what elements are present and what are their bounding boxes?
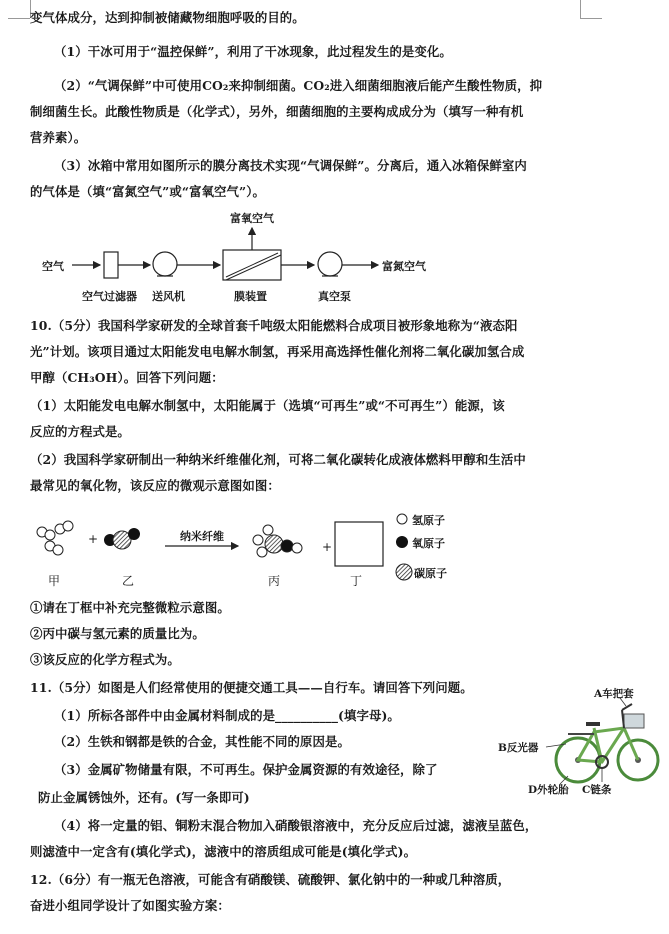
text-line: ②丙中碳与氢元素的质量比为。 [30,626,205,641]
molecule-h2-group [37,521,73,555]
text-line: 10.（5分）我国科学家研发的全球首套千吨级太阳能燃料合成项目被形象地称为“液态阳 [30,318,518,333]
blower-icon [153,252,177,276]
label-yi: 乙 [122,574,135,588]
legend-c-icon [396,564,412,580]
bike-label-b: B反光器 [498,742,539,754]
membrane-label: 膜装置 [234,290,267,303]
text-line: （3）冰箱中常用如图所示的膜分离技术实现“气调保鲜”。分离后，通入冰箱保鲜室内 [54,158,527,173]
ding-box [335,522,383,566]
legend-o-icon [396,536,408,548]
text-line: （1）太阳能发电电解水制氢中，太阳能属于（选填“可再生”或“不可再生”）能源，该 [30,398,505,413]
text-line: 光”计划。该项目通过太阳能发电电解水制氢，再采用高选择性催化剂将二氧化碳加氢合成 [30,344,525,359]
bicycle-figure [498,684,664,794]
filter-label: 空气过滤器 [82,290,137,303]
reaction-diagram [30,502,480,594]
text-line: 12.（6分）有一瓶无色溶液，可能含有硝酸镁、硫酸钾、氯化钠中的一种或几种溶质， [30,872,511,887]
handlebar [622,704,632,710]
legend-h-label: 氢原子 [412,514,445,527]
plus-sign: + [88,532,99,546]
catalyst-label: 纳米纤维 [180,530,224,543]
legend-h-icon [397,514,407,524]
text-line: （3）金属矿物储量有限，不可再生。保护金属资源的有效途径，除了 [54,762,438,777]
text-line: （4）将一定量的铝、铜粉末混合物加入硝酸银溶液中，充分反应后过滤，滤液呈蓝色， [54,818,538,833]
label-jia: 甲 [48,574,61,588]
nitrogen-rich-label: 富氮空气 [382,260,426,273]
text-line: 甲醇（CH₃OH）。回答下列问题： [30,370,224,385]
bike-label-c: C链条 [582,784,612,796]
text-line: 最常见的氧化物，该反应的微观示意图如图： [30,478,280,493]
text-line: （2）生铁和钢都是铁的合金，其性能不同的原因是。 [54,734,351,749]
text-line: 变气体成分，达到抑制被储藏物细胞呼吸的目的。 [30,10,305,25]
legend-o-label: 氧原子 [412,537,445,550]
bike-label-a: A车把套 [594,688,634,700]
label-bing: 丙 [268,574,281,588]
bike-label-d: D外轮胎 [528,784,569,796]
text-line: （2）我国科学家研制出一种纳米纤维催化剂，可将二氧化碳转化成液体燃料甲醇和生活中 [30,452,526,467]
membrane-diagram [30,206,450,302]
label-ding: 丁 [350,574,363,588]
text-line: 11.（5分）如图是人们经常使用的便捷交通工具——自行车。请回答下列问题。 [30,680,473,695]
molecule-ch3oh [253,525,302,557]
text-line: （1）所标各部件中由金属材料制成的是__________(填字母)。 [54,708,400,723]
text-line: 营养素）。 [30,130,87,145]
text-line: ③该反应的化学方程式为。 [30,652,180,667]
text-line: 制细菌生长。此酸性物质是（化学式），另外，细菌细胞的主要构成成分为（填写一种有机 [30,104,524,119]
text-line: ①请在丁框中补充完整微粒示意图。 [30,600,230,615]
text-line: 奋进小组同学设计了如图实验方案： [30,898,230,913]
text-line: 反应的方程式是。 [30,424,130,439]
text-line: （2）“气调保鲜”中可使用CO₂来抑制细菌。CO₂进入细菌细胞液后能产生酸性物质，抑 [54,78,543,93]
text-line: 的气体是（填“富氮空气”或“富氧空气”）。 [30,184,266,199]
text-line: 则滤渣中一定含有(填化学式)，滤液中的溶质组成可能是(填化学式)。 [30,844,417,859]
molecule-co2 [104,528,140,549]
legend-c-label: 碳原子 [414,567,447,580]
text-line: 防止金属锈蚀外，还有。(写一条即可) [38,790,250,805]
blower-label: 送风机 [152,290,185,303]
filter-box [104,252,118,278]
crop-mark-left-h [8,18,30,19]
pump-label: 真空泵 [318,290,351,303]
air-label: 空气 [42,260,64,273]
oxygen-rich-label: 富氧空气 [230,212,274,225]
text-line: （1）干冰可用于“温控保鲜”，利用了干冰现象，此过程发生的是变化。 [54,44,452,59]
plus-sign: + [322,540,333,554]
pump-icon [318,252,342,276]
bicycle-svg [498,684,664,794]
